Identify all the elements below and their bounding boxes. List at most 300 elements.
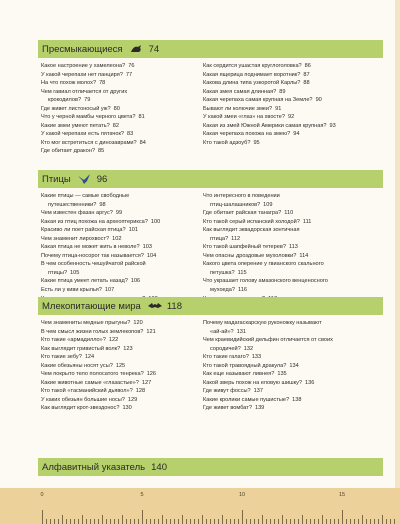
toc-column-right xyxy=(203,62,336,147)
toc-entry[interactable] xyxy=(41,379,156,388)
toc-entry[interactable] xyxy=(41,88,146,97)
toc-entry-title: Кто такие зебу? xyxy=(41,354,82,361)
toc-entry[interactable] xyxy=(203,260,328,269)
toc-entry-title: Где живет вомбат? xyxy=(203,405,252,412)
toc-entry[interactable] xyxy=(203,243,328,252)
toc-entry-page: 138 xyxy=(292,396,302,403)
ruler-label: 0 xyxy=(40,492,44,498)
toc-entry-page: 89 xyxy=(279,88,286,95)
toc-entry-page: 106 xyxy=(130,278,141,285)
toc-entry-page: 110 xyxy=(284,210,294,217)
ruler-tick xyxy=(150,519,151,524)
ruler-tick xyxy=(102,515,103,524)
toc-entry-title: Какая черепаха самая крупная на Земле? xyxy=(203,97,313,104)
ruler-tick xyxy=(66,519,67,524)
toc-entry-title: крокодилов? xyxy=(48,97,82,104)
ruler-tick xyxy=(310,519,311,524)
toc-entry-title: сородичей? xyxy=(210,345,241,352)
toc-entry-page: 79 xyxy=(84,97,91,104)
toc-entry-title: В чем смысл жизни голых землекопов? xyxy=(41,328,144,335)
ruler-label: 5 xyxy=(140,492,144,498)
ruler-tick xyxy=(238,519,239,524)
toc-entry[interactable] xyxy=(203,139,336,148)
toc-entry[interactable] xyxy=(203,130,336,139)
toc-entry[interactable] xyxy=(203,201,328,210)
toc-entry-page: 130 xyxy=(122,405,132,412)
toc-column-right xyxy=(203,192,328,303)
toc-entry[interactable] xyxy=(203,252,328,261)
ruler-tick xyxy=(330,519,331,524)
toc-entry-page: 139 xyxy=(254,405,265,412)
toc-entry[interactable] xyxy=(41,370,156,379)
toc-entry-title: Какие змеи умеют петать? xyxy=(41,122,110,129)
toc-entry-title: Какие птицы — самые свободные xyxy=(41,193,130,199)
ruler-tick xyxy=(82,515,83,524)
ruler-tick xyxy=(378,519,379,524)
toc-entry[interactable] xyxy=(41,362,156,371)
toc-entry-title: Какова длина типа узкоротой Карлы? xyxy=(203,80,301,87)
ruler-tick xyxy=(258,519,259,524)
ruler-tick xyxy=(278,519,279,524)
ruler-tick xyxy=(134,519,135,524)
ruler-tick xyxy=(350,519,351,524)
toc-entry-title: птицы? xyxy=(48,269,68,276)
toc-entry[interactable] xyxy=(203,404,333,413)
toc-entry-title: Кто такой шапфейный тетерев? xyxy=(203,244,286,251)
toc-entry[interactable] xyxy=(41,235,160,244)
toc-entry-title: Что украшает голову амазонского венценосного xyxy=(203,278,328,285)
ruler-tick xyxy=(314,519,315,524)
ruler-tick xyxy=(54,519,55,524)
toc-entry-page: 76 xyxy=(128,63,135,69)
toc-entry[interactable] xyxy=(41,387,156,396)
ruler-tick xyxy=(158,519,159,524)
toc-entry[interactable] xyxy=(203,79,336,88)
toc-entry-title: Какая из птиц похожа на археоптерикса? xyxy=(41,218,148,225)
toc-entry-page: 124 xyxy=(84,354,95,361)
section-header xyxy=(38,40,383,58)
toc-column-left xyxy=(41,319,156,413)
toc-entry[interactable] xyxy=(203,336,333,345)
toc-entry-title: Какая птица не может жить в неволе? xyxy=(41,244,140,251)
toc-entry-title: Кто такие «армадилло»? xyxy=(41,337,106,344)
ruler-tick xyxy=(298,519,299,524)
toc-entry-title: Где живут фоссы? xyxy=(203,388,251,395)
ruler-tick xyxy=(358,519,359,524)
toc-entry-title: Кто мог встретиться с динозаврами? xyxy=(41,139,137,146)
toc-entry-title: Почему мадагаскарскую руконожку называют xyxy=(203,320,322,326)
toc-entry-title: путешественники? xyxy=(48,201,97,208)
section-header xyxy=(38,458,383,476)
ruler-tick xyxy=(138,519,139,524)
section-title: Алфавитный указатель xyxy=(42,461,146,473)
toc-entry[interactable] xyxy=(203,345,333,354)
toc-entry-title: Какой зверь похож на еловую шишку? xyxy=(203,379,303,386)
toc-entry[interactable] xyxy=(41,139,146,148)
ruler-tick xyxy=(46,519,47,524)
toc-entry[interactable] xyxy=(41,96,146,105)
toc-entry[interactable] xyxy=(203,396,333,405)
toc-entry-page: 116 xyxy=(238,287,247,294)
ruler-label: 10 xyxy=(238,492,246,498)
toc-entry-page: 91 xyxy=(275,105,282,112)
toc-entry[interactable] xyxy=(203,192,328,201)
ruler-tick xyxy=(262,515,263,524)
toc-entry-page: 132 xyxy=(243,345,254,352)
ruler-tick xyxy=(62,515,63,524)
toc-entry-title: Какие обезьяны носят усы? xyxy=(41,362,113,369)
ruler-tick xyxy=(126,519,127,524)
toc-entry[interactable] xyxy=(41,226,160,235)
ruler-tick xyxy=(58,519,59,524)
toc-entry-title: Какая ящерица поднимает воротник? xyxy=(203,71,301,78)
toc-entry[interactable] xyxy=(203,96,336,105)
ruler-tick xyxy=(106,519,107,524)
toc-entry[interactable] xyxy=(41,252,160,261)
toc-entry-page: 93 xyxy=(329,122,336,129)
ruler-tick xyxy=(386,519,387,524)
toc-entry-title: Кто такие галаго? xyxy=(203,354,249,361)
ruler-tick xyxy=(218,519,219,524)
ruler-tick xyxy=(50,519,51,524)
toc-entry-page: 137 xyxy=(253,388,263,395)
section-page-number: 140 xyxy=(151,461,167,473)
toc-entry-title: Как сердится ушастая круглоголовка? xyxy=(203,63,302,69)
toc-entry-page: 81 xyxy=(138,114,145,121)
toc-entry-page: 85 xyxy=(97,148,105,155)
toc-entry[interactable] xyxy=(41,79,146,88)
ruler-tick xyxy=(302,515,303,524)
toc-entry[interactable] xyxy=(41,209,160,218)
toc-entry-title: Чем знамениты медные прыгуны? xyxy=(41,320,131,326)
toc-entry-title: Чем покрыто тело полосатого тенрека? xyxy=(41,371,144,378)
toc-entry-page: 127 xyxy=(141,379,152,386)
toc-entry-title: Бывают ли колючие змеи? xyxy=(203,105,273,112)
toc-entry[interactable] xyxy=(41,345,156,354)
toc-entry[interactable] xyxy=(203,218,328,227)
ruler-tick xyxy=(318,519,319,524)
toc-entry-title: Какие птица умеет летать назад? xyxy=(41,278,128,285)
toc-entry-title: Где живет листоносый уж? xyxy=(41,105,111,112)
ruler-tick xyxy=(74,519,75,524)
toc-entry-page: 78 xyxy=(99,80,106,87)
toc-entry[interactable] xyxy=(203,379,333,388)
toc-entry-page: 131 xyxy=(236,328,247,335)
ruler-tick xyxy=(222,515,223,524)
ruler-tick xyxy=(270,519,271,524)
toc-entry[interactable] xyxy=(41,396,156,405)
toc-entry-page: 80 xyxy=(113,105,120,112)
toc-entry-page: 112 xyxy=(231,235,241,242)
ruler-tick xyxy=(146,519,147,524)
ruler-tick xyxy=(234,519,235,524)
toc-entry[interactable] xyxy=(41,192,160,201)
toc-entry[interactable] xyxy=(41,319,156,328)
ruler-tick xyxy=(190,519,191,524)
toc-entry-title: Чем гавиал отличается от других xyxy=(41,88,128,95)
toc-entry-title: У какой змеи «глаз» на хвосте? xyxy=(203,114,285,121)
ruler-tick xyxy=(166,519,167,524)
toc-entry-title: Чем известен фазан аргус? xyxy=(41,210,113,217)
toc-entry-page: 114 xyxy=(299,252,309,259)
toc-entry[interactable] xyxy=(41,260,160,269)
toc-entry-title: Кто такой серый испанский холодой? xyxy=(203,218,300,225)
toc-entry[interactable] xyxy=(41,277,160,286)
toc-entry-page: 111 xyxy=(302,218,312,225)
ruler-tick xyxy=(142,510,143,524)
toc-entry-title: Какая черепаха похожа на змею? xyxy=(203,131,291,138)
toc-entry-title: Где обитает райская танагра? xyxy=(203,210,282,217)
toc-entry[interactable] xyxy=(41,269,160,278)
ruler-tick xyxy=(326,519,327,524)
ruler-tick xyxy=(78,519,79,524)
toc-entry-page: 90 xyxy=(315,97,322,104)
toc-entry-page: 103 xyxy=(142,244,152,251)
toc-entry-title: В чем особенность чешуйчатой райской xyxy=(41,261,146,268)
toc-entry-title: У какой черепахи нет панциря? xyxy=(41,71,123,78)
toc-entry[interactable] xyxy=(203,88,336,97)
toc-entry-title: Как выглядит эквадорская зонтичная xyxy=(203,227,300,234)
ruler-tick xyxy=(390,519,391,524)
ruler-tick xyxy=(394,519,395,524)
toc-entry[interactable] xyxy=(203,71,336,80)
toc-entry[interactable] xyxy=(203,328,333,337)
ruler-tick xyxy=(282,515,283,524)
toc-entry-title: Какая змея самая длинная? xyxy=(203,88,277,95)
toc-entry-title: Какие кролики самые пушистые? xyxy=(203,396,290,403)
ruler-tick xyxy=(346,519,347,524)
ruler-tick xyxy=(322,515,323,524)
ruler-tick xyxy=(214,519,215,524)
toc-entry-page: 87 xyxy=(303,71,310,78)
toc-entry[interactable] xyxy=(203,113,336,122)
toc-entry-page: 84 xyxy=(139,139,146,146)
toc-entry-page: 109 xyxy=(263,201,273,208)
ruler-tick xyxy=(170,519,171,524)
toc-entry-title: Есть ли у киви крылья? xyxy=(41,287,102,294)
section-header xyxy=(38,170,383,188)
toc-entry-title: Что интересного в поведении xyxy=(203,193,280,199)
toc-entry[interactable] xyxy=(203,387,333,396)
ruler-tick xyxy=(246,519,247,524)
bat-icon xyxy=(147,300,161,312)
ruler-tick xyxy=(242,510,243,524)
toc-entry-page: 125 xyxy=(115,362,126,369)
toc-entry-page: 121 xyxy=(146,328,156,335)
section-page-number: 96 xyxy=(96,173,108,185)
toc-entry-page: 120 xyxy=(133,320,143,326)
toc-entry-title: Какого цвета оперение у гвианского скального xyxy=(203,261,324,268)
toc-entry-title: Как еще называют ливнея? xyxy=(203,371,275,378)
toc-entry[interactable] xyxy=(41,286,160,295)
toc-entry-title: У какой черепахи есть пятачок? xyxy=(41,131,125,138)
toc-entry[interactable] xyxy=(203,209,328,218)
toc-entry[interactable] xyxy=(203,105,336,114)
toc-entry[interactable] xyxy=(41,336,156,345)
ruler-tick xyxy=(226,519,227,524)
toc-entry-page: 135 xyxy=(277,371,287,378)
toc-entry-page: 86 xyxy=(304,63,311,69)
toc-entry-title: Чем знаменит лирохвост? xyxy=(41,235,110,242)
ruler-tick xyxy=(90,519,91,524)
toc-entry-page: 88 xyxy=(303,80,310,87)
toc-entry-page: 92 xyxy=(287,114,295,121)
toc-entry[interactable] xyxy=(41,243,160,252)
ruler-tick xyxy=(334,519,335,524)
section-title: Млекопитающие мира xyxy=(42,300,141,312)
ruler-tick xyxy=(154,519,155,524)
toc-entry[interactable] xyxy=(41,130,146,139)
ruler-tick xyxy=(86,519,87,524)
section-title: Пресмыкающиеся xyxy=(42,43,123,55)
toc-entry-page: 134 xyxy=(289,362,299,369)
ruler-tick xyxy=(94,519,95,524)
ruler-tick xyxy=(254,519,255,524)
toc-entry[interactable] xyxy=(203,353,333,362)
toc-entry[interactable] xyxy=(203,370,333,379)
toc-entry-title: Что у черной мамбы черного цвета? xyxy=(41,114,136,121)
toc-entry-page: 100 xyxy=(150,218,161,225)
toc-entry-title: Как выглядит крот-звездонос? xyxy=(41,405,120,412)
toc-entry[interactable] xyxy=(41,218,160,227)
ruler-tick xyxy=(210,519,211,524)
toc-entry-title: мухоеда? xyxy=(210,287,236,294)
ruler-tick xyxy=(182,515,183,524)
toc-entry[interactable] xyxy=(203,62,336,71)
toc-entry-title: Чем опасны дроздовые мухоловки? xyxy=(203,252,297,259)
section-title: Птицы xyxy=(42,173,71,185)
toc-column-right xyxy=(203,319,333,413)
toc-entry-title: Какие животные самые «глазастые»? xyxy=(41,379,139,386)
ruler-tick xyxy=(186,519,187,524)
toc-entry-title: Кто такой адзоуб? xyxy=(203,139,251,146)
toc-entry[interactable] xyxy=(41,404,156,413)
toc-entry[interactable] xyxy=(41,71,146,80)
toc-entry[interactable] xyxy=(41,328,156,337)
ruler-tick xyxy=(382,515,383,524)
ruler-tick xyxy=(306,519,307,524)
toc-entry[interactable] xyxy=(41,113,146,122)
toc-entry-page: 113 xyxy=(288,244,298,251)
toc-entry-title: На что похож молох? xyxy=(41,80,97,87)
toc-entry-title: «ай-ай»? xyxy=(210,328,234,335)
toc-entry-page: 115 xyxy=(237,269,247,276)
toc-entry[interactable] xyxy=(41,122,146,131)
ruler-tick xyxy=(250,519,251,524)
section-page-number: 118 xyxy=(166,300,182,312)
ruler-tick xyxy=(370,519,371,524)
toc-entry-title: Красиво ли поет райская птица? xyxy=(41,227,126,234)
ruler-tick xyxy=(194,519,195,524)
ruler-tick xyxy=(354,519,355,524)
ruler-tick xyxy=(362,515,363,524)
toc-entry[interactable] xyxy=(203,362,333,371)
ruler-tick xyxy=(206,519,207,524)
toc-column-left xyxy=(41,192,160,303)
toc-entry-page: 128 xyxy=(135,388,146,395)
toc-entry-page: 107 xyxy=(104,287,115,294)
ruler-tick xyxy=(202,515,203,524)
toc-entry-page: 126 xyxy=(146,371,157,378)
toc-entry-page: 129 xyxy=(127,396,138,403)
ruler-tick xyxy=(178,519,179,524)
toc-entry-page: 77 xyxy=(125,71,133,78)
toc-column-left xyxy=(41,62,146,156)
toc-entry-title: У каких обезьян большие носы? xyxy=(41,396,125,403)
toc-entry[interactable] xyxy=(41,62,146,71)
toc-entry[interactable] xyxy=(41,353,156,362)
toc-entry-title: птица? xyxy=(210,235,229,242)
ruler-tick xyxy=(198,519,199,524)
toc-entry[interactable] xyxy=(203,226,328,235)
bird-silhouette-icon xyxy=(129,43,143,55)
toc-entry-page: 101 xyxy=(128,227,138,234)
toc-entry[interactable] xyxy=(41,105,146,114)
ruler-tick xyxy=(290,519,291,524)
page-edge xyxy=(395,0,400,488)
toc-entry[interactable] xyxy=(203,122,336,131)
ruler-tick xyxy=(286,519,287,524)
bird-icon xyxy=(77,173,91,185)
ruler-tick xyxy=(266,519,267,524)
ruler-tick xyxy=(130,519,131,524)
toc-entry[interactable] xyxy=(203,269,328,278)
toc-entry-title: петушка? xyxy=(210,269,235,276)
ruler-tick xyxy=(42,510,43,524)
toc-entry-title: Как выглядит гривистый волк? xyxy=(41,345,121,352)
ruler-tick xyxy=(110,519,111,524)
ruler-tick xyxy=(162,515,163,524)
ruler-tick xyxy=(366,519,367,524)
toc-entry[interactable] xyxy=(203,277,328,286)
toc-entry-page: 98 xyxy=(99,201,106,208)
ruler-tick xyxy=(374,519,375,524)
toc-entry-title: Кто такой травоядный дракула? xyxy=(203,362,287,369)
toc-entry-page: 105 xyxy=(70,269,80,276)
section-page-number: 74 xyxy=(148,43,160,55)
ruler-tick xyxy=(342,510,343,524)
toc-entry-page: 83 xyxy=(127,131,134,138)
toc-entry-page: 136 xyxy=(305,379,315,386)
ruler-tick xyxy=(174,519,175,524)
toc-entry-page: 99 xyxy=(115,210,123,217)
toc-entry-page: 94 xyxy=(293,131,300,138)
ruler-tick xyxy=(122,515,123,524)
toc-entry-title: Почему птица-носорог так называется? xyxy=(41,252,144,259)
ruler-tick xyxy=(70,519,71,524)
ruler-tick xyxy=(98,519,99,524)
ruler-label: 15 xyxy=(338,492,346,498)
toc-entry[interactable] xyxy=(41,201,160,210)
toc-entry-page: 133 xyxy=(251,354,262,361)
toc-entry-title: птиц-шалашников? xyxy=(210,201,261,208)
toc-entry-title: Какое настроение у хамелеона? xyxy=(41,63,126,69)
ruler-tick xyxy=(118,519,119,524)
toc-entry-page: 104 xyxy=(146,252,157,259)
toc-entry[interactable] xyxy=(203,235,328,244)
section-header xyxy=(38,297,383,315)
toc-entry[interactable] xyxy=(203,286,328,295)
toc-entry[interactable] xyxy=(203,319,333,328)
ruler-tick xyxy=(274,519,275,524)
ruler-tick xyxy=(338,519,339,524)
toc-entry-page: 82 xyxy=(112,122,119,129)
ruler-tick xyxy=(294,519,295,524)
toc-entry[interactable] xyxy=(41,147,146,156)
toc-entry-title: Кто такой «тасманийский дьявол»? xyxy=(41,388,133,395)
ruler xyxy=(0,488,400,524)
toc-entry-page: 102 xyxy=(112,235,122,242)
